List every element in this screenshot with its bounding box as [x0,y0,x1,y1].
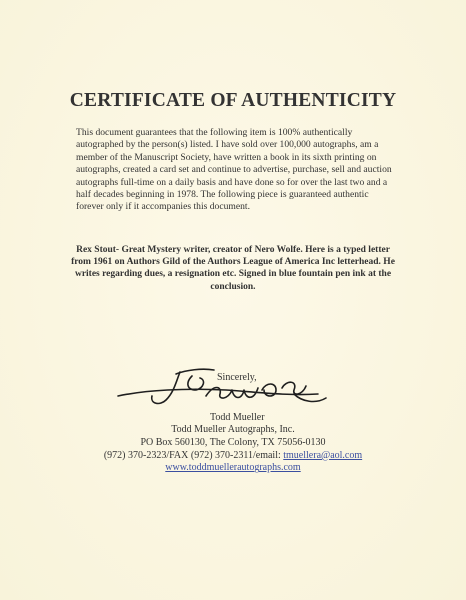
certificate-title: CERTIFICATE OF AUTHENTICITY [69,90,397,111]
contact-block [0,424,466,475]
company-name: Todd Mueller Autographs, Inc. [171,424,295,435]
mailing-address: PO Box 560130, The Colony, TX 75056-0130 [140,436,326,448]
guarantee-paragraph: This document guarantees that the following item is 100% authentically autographed by the person(s) listed. I have sold over 100,000 autographs, am a member of the Manuscript Society, have written a book in its sixth printing on autographs, created a card set and continue to advertise, purchase, sell and auction autographs full-time on a daily basis and have done so for over the last two and a half decades beginning in 1978. The following piece is guaranteed authentic forever only if it accompanies this document. [76,127,392,213]
closing-salutation: Sincerely, [217,372,257,383]
phone-email-line [0,450,466,463]
handwritten-signature [106,360,366,408]
website-link[interactable]: www.toddmuellerautographs.com [165,462,301,474]
item-description: Rex Stout- Great Mystery writer, creator of Nero Wolfe. Here is a typed letter from 1961 on Authors Gild of the Authors League of America Inc letterhead. He writes regarding dues, a resignation etc. Signed in blue fountain pen ink at the conclusion. [71,245,395,292]
phone-fax-text: (972) 370-2323/FAX (972) 370-2311/email: [103,449,284,461]
signer-name: Todd Mueller [210,412,265,423]
email-link[interactable]: tmuellera@aol.com [283,449,363,461]
